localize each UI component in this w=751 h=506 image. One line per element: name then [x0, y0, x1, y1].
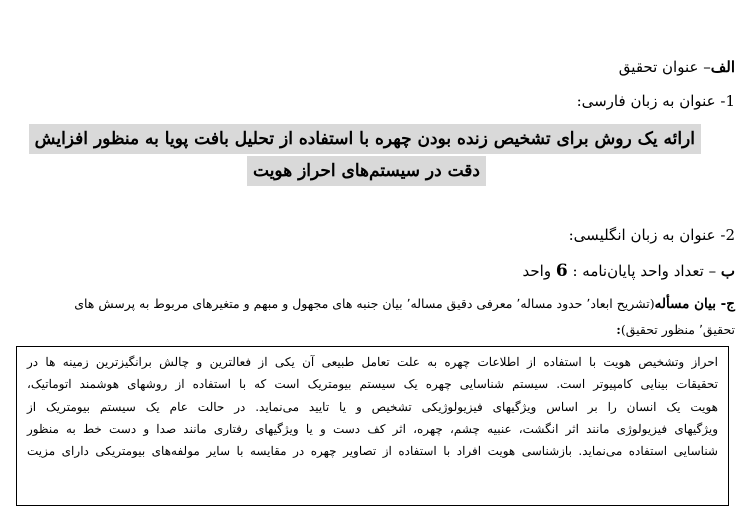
problem-statement-box — [16, 346, 729, 506]
section-a-heading — [619, 58, 735, 76]
section-a-label: – عنوان تحقیق — [618, 58, 711, 76]
body-line: هویت یک انسان را بر اساس ویژگیهای فیزیولوژیکی تشخیص و یا تایید می‌نماید. در حالت عام یک سیستم بیومتریک از — [27, 399, 719, 414]
persian-title-line-1: ارائه یک روش برای تشخیص زنده بودن چهره با استفاده از تحلیل بافت پویا به منظور افزایش — [29, 124, 701, 154]
body-line: تحقیقات بینایی کامپیوتر است. سیستم شناسایی چهره یک سیستم بیومتریک است که با استفاده از روشهای هوشمند اتوماتیک، — [27, 377, 718, 392]
section-a-letter: الف — [710, 58, 735, 76]
persian-title-line-2: دقت در سیستم‌های احراز هویت — [247, 156, 486, 186]
section-b-heading — [523, 261, 735, 281]
english-title-heading: 2- عنوان به زبان انگلیسی: — [568, 226, 735, 244]
section-c-colon: : — [616, 322, 621, 337]
section-b-label: – تعداد واحد پایان‌نامه : — [567, 262, 721, 280]
section-b-letter: ب — [720, 262, 735, 280]
section-c-description: (تشریح ابعاد٬ حدود مساله٬ معرفی دقیق مساله٬ بیان جنبه های مجهول و مبهم و متغیرهای مربوط به پرسش های — [74, 296, 655, 311]
unit-count: 6 — [555, 261, 568, 281]
body-line: ویژگیهای فیزیولوژی مانند اثر انگشت، عنبیه چشم، چهره، اثر کف دست و یا ویژگیهای رفتاری مانند صدا و دست خط به منظور — [27, 421, 719, 436]
persian-title-heading: 1- عنوان به زبان فارسی: — [576, 92, 735, 110]
section-c-heading-continued — [616, 322, 735, 337]
problem-statement-text — [17, 347, 728, 466]
section-c-heading — [74, 296, 735, 312]
unit-label: واحد — [522, 262, 556, 280]
body-line: شناسایی استفاده می‌نماید. بازشناسی هویت افراد با استفاده از تصاویر چهره در مقایسه با سایر مولفه‌های بیومتریکی دارای مزیت — [27, 444, 718, 459]
section-c-description-2: تحقیق٬ منظور تحقیق) — [620, 322, 735, 337]
section-c-label: ج- بیان مسأله — [654, 296, 735, 312]
body-line: احراز وتشخیص هویت با استفاده از اطلاعات چهره به علت تعامل طبیعی آن یکی از فعالترین و چالش برانگیزترین زمینه ها در — [27, 355, 718, 369]
